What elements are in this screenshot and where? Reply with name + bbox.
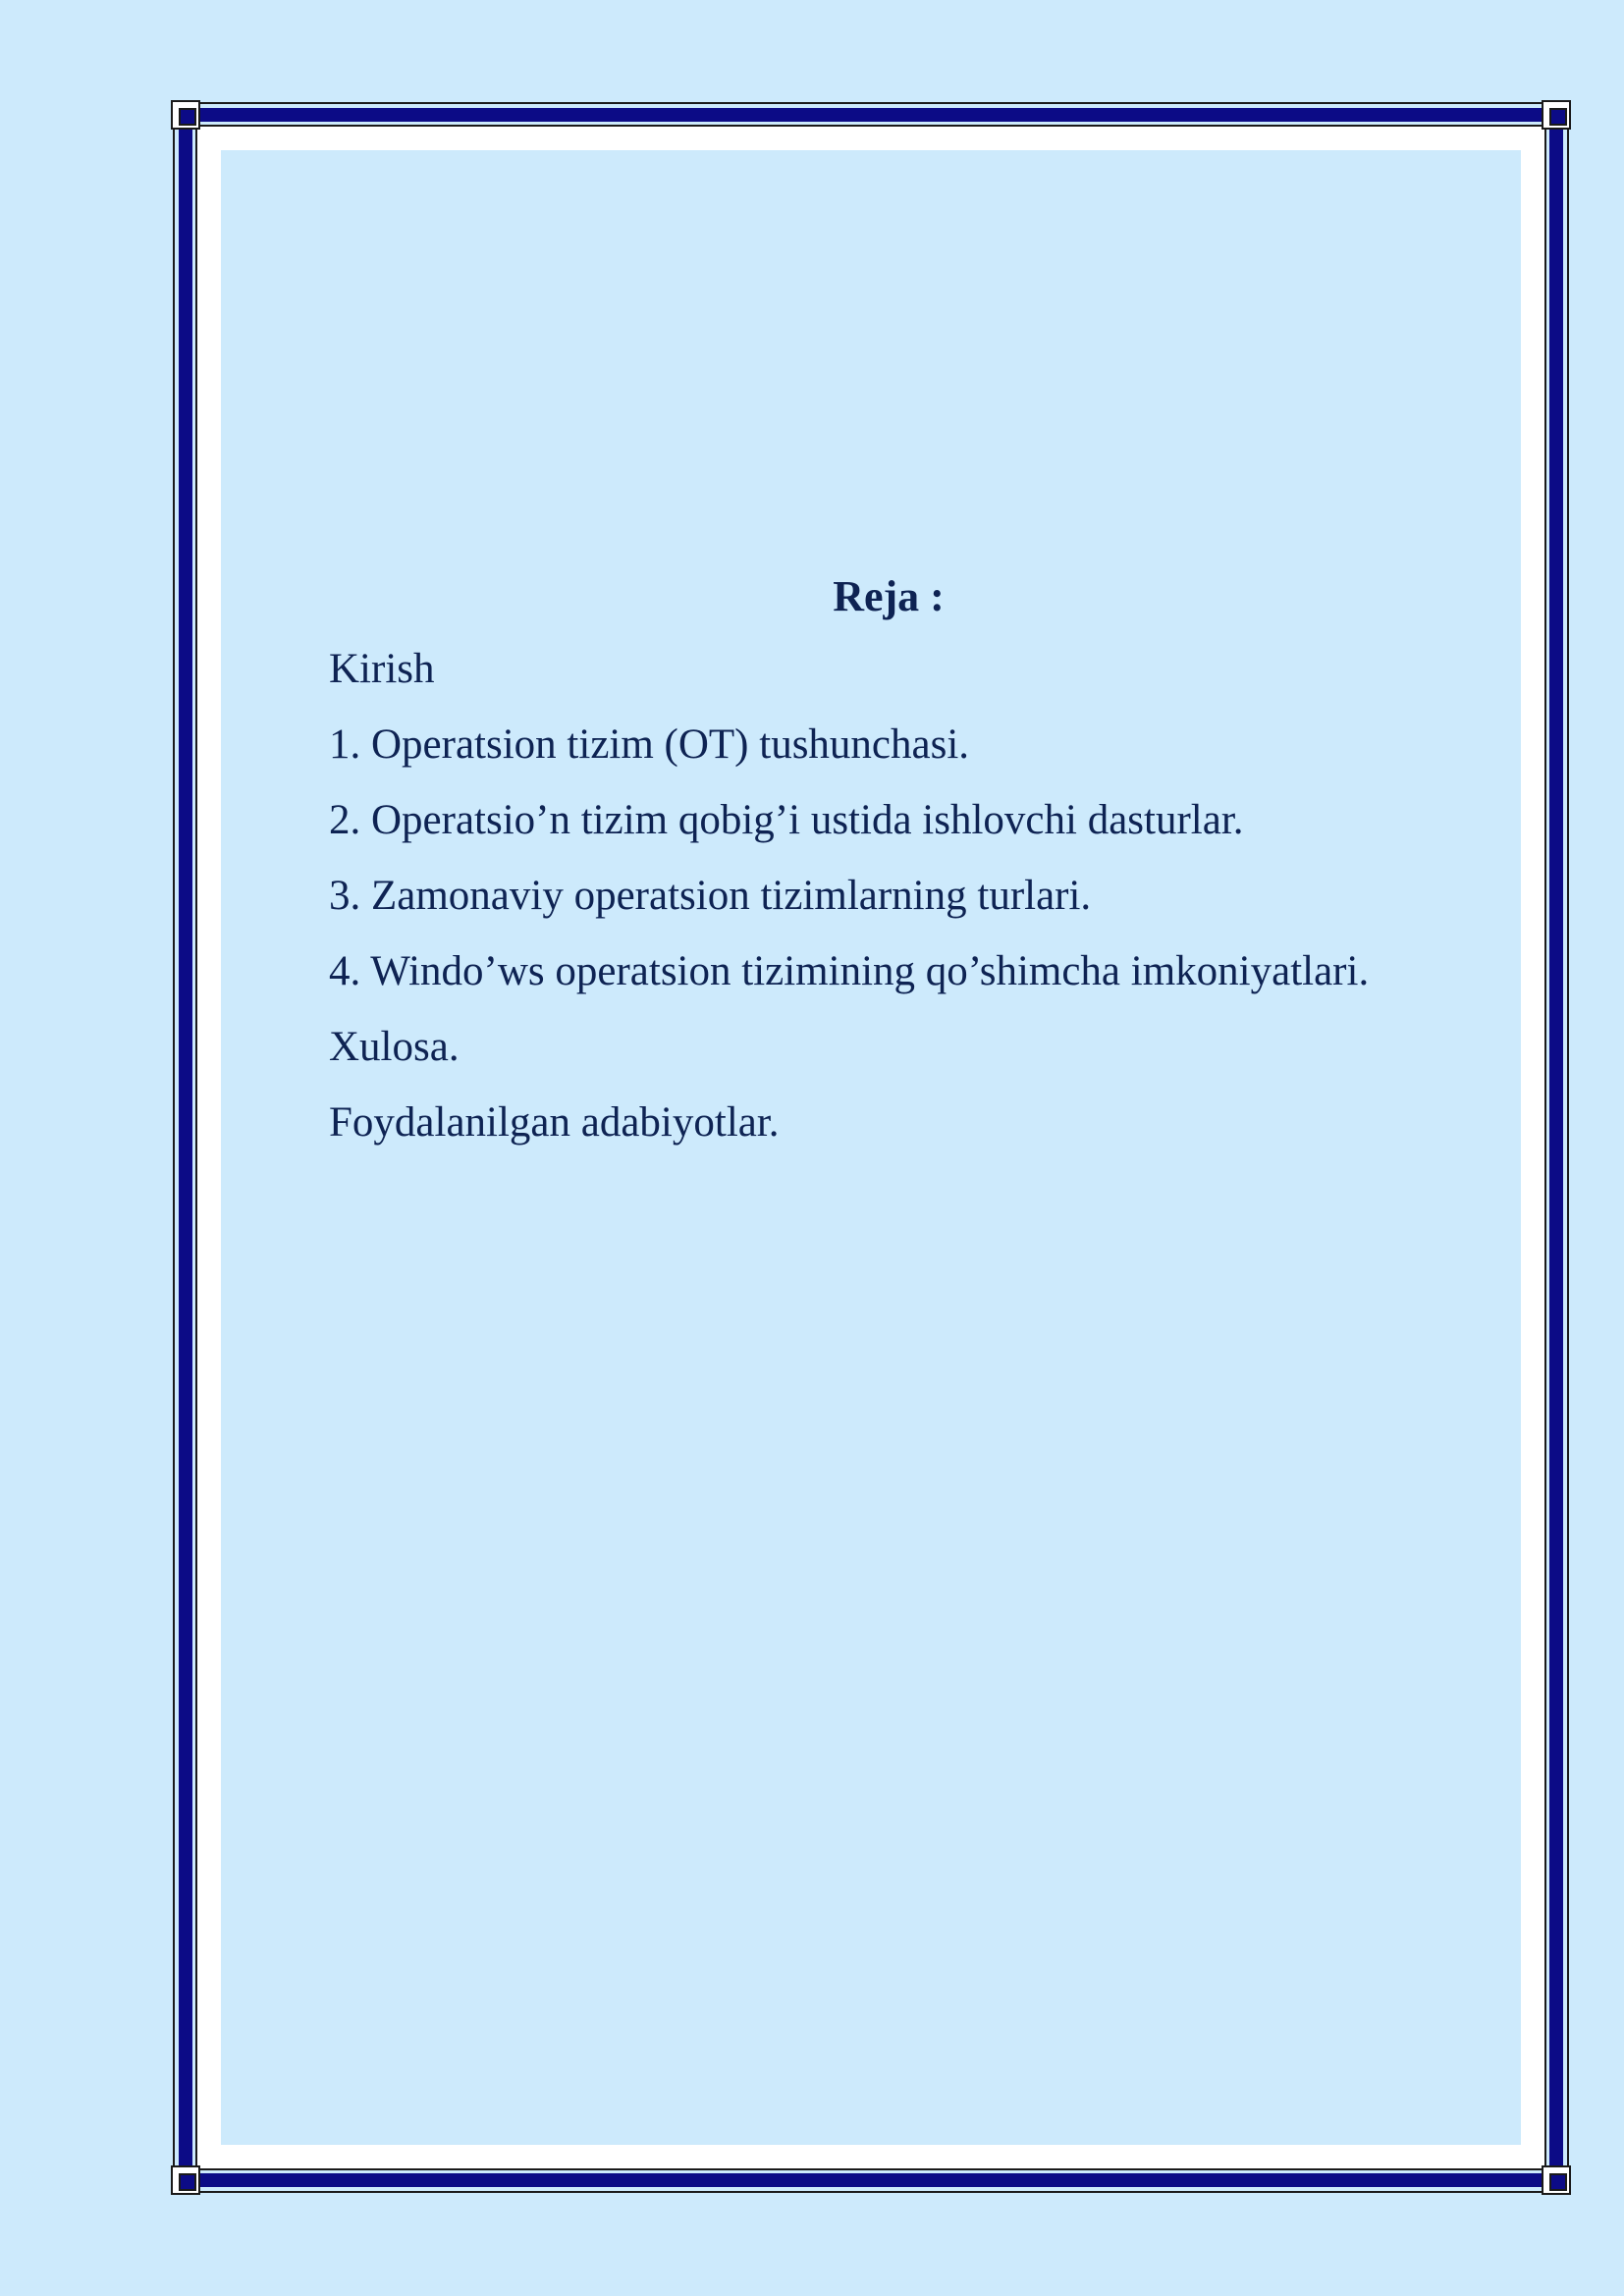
- corner-ornament-top-right: [1542, 100, 1571, 130]
- corner-ornament-top-left: [171, 100, 200, 130]
- plan-item-2: 2. Operatsio’n tizim qobig’i ustida ishlovchi dasturlar.: [329, 797, 1244, 843]
- plan-item-references: Foydalanilgan adabiyotlar.: [329, 1099, 780, 1146]
- plan-item-1: 1. Operatsion tizim (OT) tushunchasi.: [329, 721, 970, 768]
- corner-ornament-bottom-right: [1542, 2165, 1571, 2195]
- plan-item-4: 4. Windo’ws operatsion tizimining qo’shimcha imkoniyatlari.: [329, 948, 1370, 994]
- corner-ornament-bottom-left: [171, 2165, 200, 2195]
- plan-item-introduction: Kirish: [329, 646, 435, 692]
- plan-list: [329, 642, 1438, 1150]
- plan-title: Reja :: [833, 572, 945, 620]
- plan-item-conclusion: Xulosa.: [329, 1024, 460, 1070]
- document-content: [329, 569, 1438, 1171]
- plan-item-3: 3. Zamonaviy operatsion tizimlarning turlari.: [329, 873, 1092, 919]
